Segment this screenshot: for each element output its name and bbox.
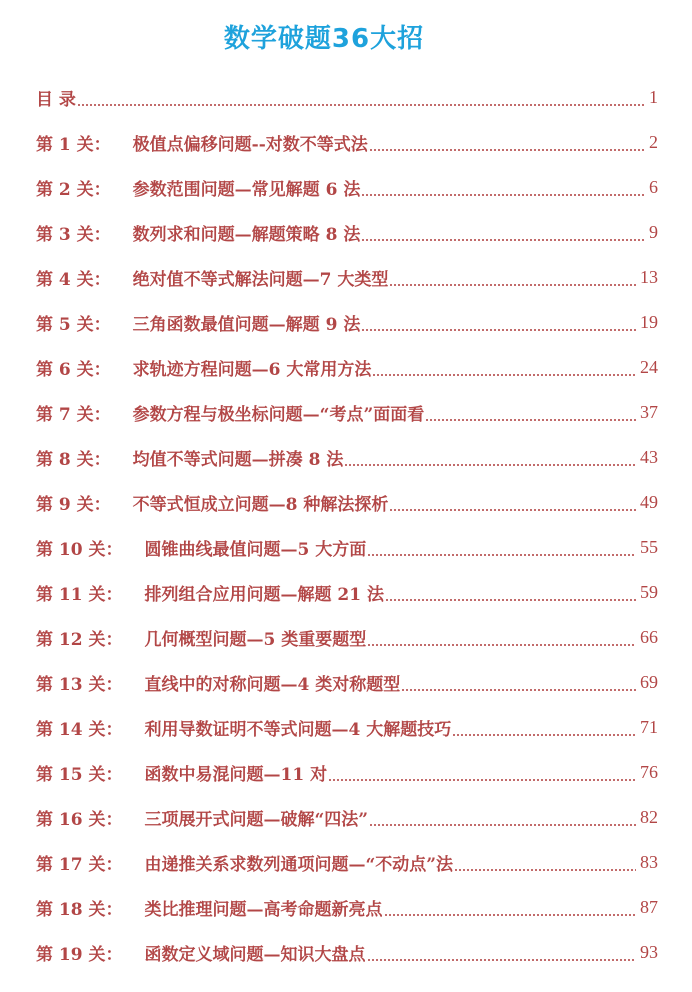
toc-entry-title: 直线中的对称问题—4 类对称题型 bbox=[144, 674, 401, 695]
toc-entry-title: 绝对值不等式解法问题—7 大类型 bbox=[132, 269, 389, 290]
toc-entry-page: 37 bbox=[640, 401, 658, 422]
toc-entry[interactable] bbox=[36, 440, 658, 474]
toc-entry-contents[interactable] bbox=[36, 80, 658, 114]
toc-entry-label: 第 6 关： bbox=[36, 359, 111, 380]
toc-entry-title: 函数定义域问题—知识大盘点 bbox=[144, 944, 366, 965]
toc-entry-label: 第 15 关： bbox=[36, 764, 123, 785]
toc-entry[interactable] bbox=[36, 170, 658, 204]
document-title: 数学破题36大招 bbox=[223, 24, 425, 54]
dot-leader bbox=[367, 959, 637, 961]
toc-entry-label: 第 9 关： bbox=[36, 494, 111, 515]
toc-entry-title: 均值不等式问题—拼凑 8 法 bbox=[132, 449, 344, 470]
toc-entry-title: 圆锥曲线最值问题—5 大方面 bbox=[144, 539, 367, 560]
toc-entry-page: 83 bbox=[640, 851, 658, 872]
dot-leader bbox=[367, 644, 636, 646]
toc-entry-title: 三角函数最值问题—解题 9 法 bbox=[132, 314, 361, 335]
toc-entry-label: 第 19 关： bbox=[36, 944, 123, 965]
dot-leader bbox=[389, 509, 636, 511]
toc-entry[interactable] bbox=[36, 395, 658, 429]
dot-leader bbox=[361, 194, 645, 196]
toc-entry-page: 55 bbox=[640, 536, 658, 557]
dot-leader bbox=[425, 419, 636, 421]
toc-entry[interactable] bbox=[36, 260, 658, 294]
toc-entry-page: 71 bbox=[640, 716, 658, 737]
toc-entry-title: 几何概型问题—5 类重要题型 bbox=[144, 629, 367, 650]
toc-entry-page: 87 bbox=[640, 896, 658, 917]
toc-entry-title: 参数范围问题—常见解题 6 法 bbox=[132, 179, 361, 200]
toc-entry[interactable] bbox=[36, 215, 658, 249]
toc-entry-page: 43 bbox=[640, 446, 658, 467]
dot-leader bbox=[372, 374, 636, 376]
dot-leader bbox=[385, 599, 636, 601]
toc-entry[interactable] bbox=[36, 350, 658, 384]
toc-entry-label: 第 2 关： bbox=[36, 179, 111, 200]
toc-entry-page: 49 bbox=[640, 491, 658, 512]
toc-entry-label: 第 14 关： bbox=[36, 719, 123, 740]
toc-entry-label: 第 11 关： bbox=[36, 584, 123, 605]
toc-entry-page: 69 bbox=[640, 671, 658, 692]
dot-leader bbox=[361, 329, 636, 331]
toc-entry-page: 9 bbox=[649, 221, 658, 242]
toc-entry-title: 三项展开式问题—破解“四法” bbox=[144, 809, 369, 830]
dot-leader bbox=[361, 239, 645, 241]
dot-leader bbox=[389, 284, 636, 286]
toc-entry[interactable] bbox=[36, 125, 658, 159]
toc-entry-label: 第 5 关： bbox=[36, 314, 111, 335]
toc-entry-page: 93 bbox=[640, 941, 658, 962]
toc-entry-title: 利用导数证明不等式问题—4 大解题技巧 bbox=[144, 719, 452, 740]
toc-entry-label: 第 18 关： bbox=[36, 899, 123, 920]
toc-entry[interactable] bbox=[36, 305, 658, 339]
dot-leader bbox=[344, 464, 636, 466]
toc-entry-page: 66 bbox=[640, 626, 658, 647]
toc-entry-title: 不等式恒成立问题—8 种解法探析 bbox=[132, 494, 389, 515]
toc-entry-title: 极值点偏移问题--对数不等式法 bbox=[132, 134, 368, 155]
dot-leader bbox=[384, 914, 637, 916]
toc-entry[interactable] bbox=[36, 710, 658, 744]
dot-leader bbox=[77, 104, 645, 106]
dot-leader bbox=[328, 779, 636, 781]
toc-entry[interactable] bbox=[36, 620, 658, 654]
toc-entry-page: 2 bbox=[649, 131, 658, 152]
toc-entry-page: 1 bbox=[649, 86, 658, 107]
toc-entry[interactable] bbox=[36, 935, 658, 969]
toc-entry-page: 24 bbox=[640, 356, 658, 377]
toc-entry-page: 82 bbox=[640, 806, 658, 827]
toc-entry[interactable] bbox=[36, 800, 658, 834]
toc-entry[interactable] bbox=[36, 845, 658, 879]
toc-entry-label: 第 1 关： bbox=[36, 134, 111, 155]
dot-leader bbox=[401, 689, 636, 691]
toc-entry-title: 函数中易混问题—11 对 bbox=[144, 764, 328, 785]
dot-leader bbox=[367, 554, 636, 556]
dot-leader bbox=[369, 824, 636, 826]
toc-entry-title: 排列组合应用问题—解题 21 法 bbox=[144, 584, 384, 605]
toc-entry-label: 第 7 关： bbox=[36, 404, 111, 425]
toc-entry-page: 76 bbox=[640, 761, 658, 782]
toc-entry-label: 第 16 关： bbox=[36, 809, 123, 830]
toc-entry-label: 第 3 关： bbox=[36, 224, 111, 245]
dot-leader bbox=[369, 149, 645, 151]
toc-entry-title: 求轨迹方程问题—6 大常用方法 bbox=[132, 359, 372, 380]
toc-entry-page: 19 bbox=[640, 311, 658, 332]
toc-entry-page: 59 bbox=[640, 581, 658, 602]
toc-entry-label: 第 12 关： bbox=[36, 629, 123, 650]
toc-entry-page: 6 bbox=[649, 176, 658, 197]
toc-entry-label: 第 8 关： bbox=[36, 449, 111, 470]
toc-entry[interactable] bbox=[36, 755, 658, 789]
dot-leader bbox=[454, 869, 636, 871]
toc-entry-label: 目 录 bbox=[36, 89, 76, 110]
toc-entry[interactable] bbox=[36, 575, 658, 609]
toc-entry-page: 13 bbox=[640, 266, 658, 287]
toc-entry-title: 参数方程与极坐标问题—“考点”面面看 bbox=[132, 404, 425, 425]
toc-entry-label: 第 13 关： bbox=[36, 674, 123, 695]
toc-entry[interactable] bbox=[36, 485, 658, 519]
toc-entry-title: 数列求和问题—解题策略 8 法 bbox=[132, 224, 361, 245]
toc-entry[interactable] bbox=[36, 530, 658, 564]
toc-entry-label: 第 10 关： bbox=[36, 539, 123, 560]
toc-entry[interactable] bbox=[36, 890, 658, 924]
toc-entry-label: 第 17 关： bbox=[36, 854, 123, 875]
dot-leader bbox=[452, 734, 636, 736]
toc-entry-label: 第 4 关： bbox=[36, 269, 111, 290]
toc-entry-title: 由递推关系求数列通项问题—“不动点”法 bbox=[144, 854, 454, 875]
toc-entry-title: 类比推理问题—高考命题新亮点 bbox=[144, 899, 383, 920]
toc-entry[interactable] bbox=[36, 665, 658, 699]
